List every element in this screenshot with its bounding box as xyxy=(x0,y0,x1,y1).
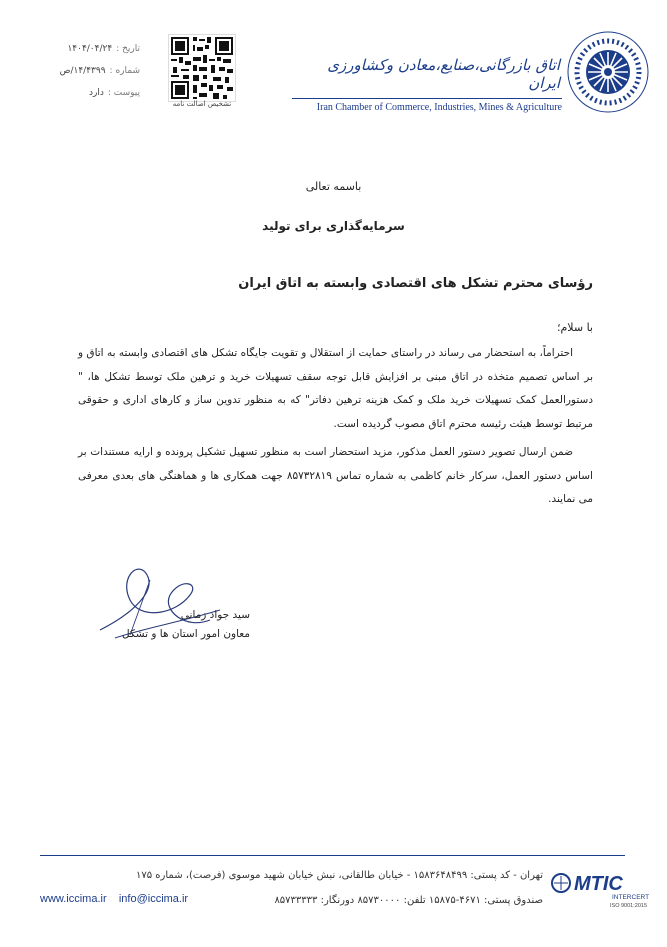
body-paragraph-1: احتراماً، به استحضار می رساند در راستای حمایت از استقلال و تقویت جایگاه تشکل های اقتصادی وابسته به اتاق و بر اساس تصمیم متخذه در اتاق مبنی بر افزایش قابل توجه سقف تسهیلات خرید و ترهین ملک توسط تشکل ها، " دستورالعمل کمک تسهیلات خرید ملک و کمک هزینه ترهین دفاتر" که به منظور تدوین ساز و کارهای اداری و حقوقی مرتبط توسط هیئت رئیسه محترم اتاق مصوب گردیده است. xyxy=(78,347,593,430)
number-row xyxy=(40,60,140,82)
attachment-value: دارد xyxy=(88,88,104,98)
slogan: سرمایه‌گذاری برای تولید xyxy=(262,219,405,233)
number-label: شماره : xyxy=(109,66,140,76)
attachment-row xyxy=(40,82,140,104)
signer-title: معاون امور استان ها و تشکل xyxy=(121,628,250,640)
footer-divider xyxy=(40,855,625,856)
invocation: باسمه تعالی xyxy=(305,180,362,193)
qr-code-icon[interactable] xyxy=(168,34,236,102)
greeting: با سلام؛ xyxy=(557,321,593,334)
chamber-logo-icon xyxy=(566,30,650,114)
mtic-cert-icon xyxy=(550,868,660,910)
signer-name: سید جواد زمانی xyxy=(180,609,250,621)
footer-links xyxy=(40,893,188,905)
mtic-sub: INTERCERT xyxy=(612,894,650,901)
number-value: ۱۴/۴۳۹۹/ص xyxy=(59,66,106,76)
body-paragraph-2: ضمن ارسال تصویر دستور العمل مذکور، مزید استحضار است به منظور تسهیل تشکیل پرونده و ارایه مستندات بر اساس دستور العمل، سرکار خانم کاظمی به شماره تماس ۸۵۷۳۲۸۱۹ جهت همکاری ها و هماهنگی های بعدی معرفی می نمایند. xyxy=(78,446,593,505)
footer-address: تهران - کد پستی: ۱۵۸۳۶۴۸۴۹۹ - خیابان طالقانی، نبش خیابان شهید موسوی (فرصت)، شماره ۱۷۵ xyxy=(136,870,543,881)
qr-caption: تشخیص اصالت نامه xyxy=(172,100,232,108)
website-link[interactable]: www.iccima.ir xyxy=(40,893,107,905)
org-name-en: Iran Chamber of Commerce, Industries, Mines & Agriculture xyxy=(292,98,562,113)
mtic-iso: ISO 9001:2015 xyxy=(610,903,648,909)
letter-meta xyxy=(40,38,140,104)
recipient: رؤسای محترم تشکل های اقتصادی وابسته به اتاق ایران xyxy=(238,276,593,291)
date-value: ۱۴۰۴/۰۴/۲۴ xyxy=(67,44,113,54)
date-label: تاریخ : xyxy=(116,44,140,54)
date-row xyxy=(40,38,140,60)
footer-contact: صندوق پستی: ۴۶۷۱-۱۵۸۷۵ تلفن: ۸۵۷۳۰۰۰۰ دورنگار: ۸۵۷۳۳۳۳۳ xyxy=(274,895,543,906)
org-name-fa: اتاق بازرگانی،صنایع،معادن وکشاورزی ایران xyxy=(327,56,560,92)
mtic-brand: MTIC xyxy=(574,873,623,895)
email-link[interactable]: info@iccima.ir xyxy=(118,893,189,905)
attachment-label: پیوست : xyxy=(107,88,140,98)
